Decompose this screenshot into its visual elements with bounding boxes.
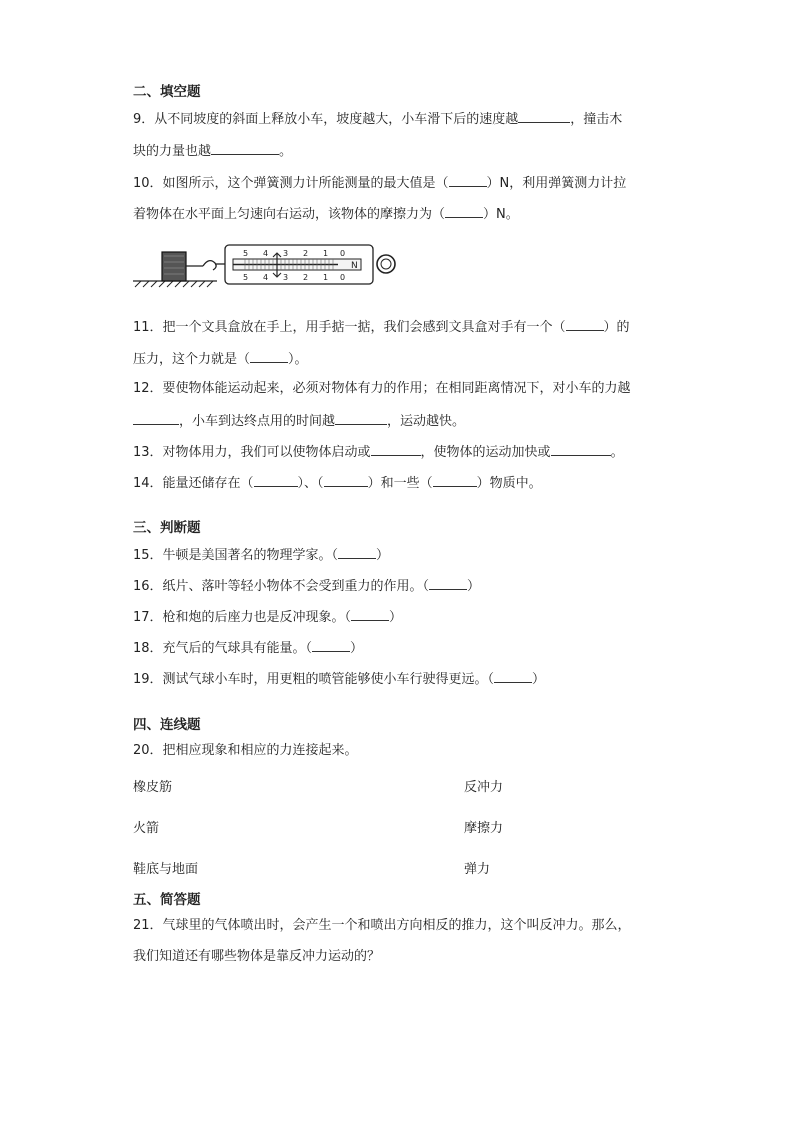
- question-21-line2: 我们知道还有哪些物体是靠反冲力运动的？: [133, 949, 381, 964]
- question-13: 13．对物体用力，我们可以使物体启动或 ，使物体的运动加快或 。: [133, 445, 624, 460]
- question-11-line1: 11．把一个文具盒放在手上，用手掂一掂，我们会感到文具盒对手有一个（ ）的: [133, 320, 630, 335]
- answer-blank[interactable]: [211, 142, 279, 155]
- tick-label: 3: [283, 273, 289, 282]
- question-12-line1: 12．要使物体能运动起来，必须对物体有力的作用；在相同距离情况下，对小车的力越: [133, 381, 631, 396]
- match-left-item[interactable]: 鞋底与地面: [133, 862, 199, 877]
- answer-blank[interactable]: [371, 443, 421, 456]
- answer-blank[interactable]: [254, 474, 298, 487]
- ground-surface: [133, 281, 217, 287]
- wooden-block: [162, 252, 186, 281]
- section-heading-true-false: 三、判断题: [133, 520, 201, 536]
- unit-label: N: [351, 261, 358, 271]
- question-11-line2: 压力，这个力就是（ ）。: [133, 352, 308, 367]
- answer-blank[interactable]: [449, 174, 487, 187]
- section-heading-fill-blank: 二、填空题: [133, 84, 201, 100]
- answer-blank[interactable]: [324, 474, 368, 487]
- answer-blank[interactable]: [250, 350, 288, 363]
- answer-blank[interactable]: [445, 205, 483, 218]
- match-right-item[interactable]: 摩擦力: [464, 821, 504, 836]
- match-right-item[interactable]: 反冲力: [464, 780, 504, 795]
- question-12-line2: ，小车到达终点用的时间越 ，运动越快。: [133, 412, 465, 430]
- question-17: 17．枪和炮的后座力也是反冲现象。（ ）: [133, 610, 403, 625]
- tick-label: 1: [323, 249, 329, 258]
- match-right-item[interactable]: 弹力: [464, 862, 491, 877]
- tick-label: 1: [323, 273, 329, 282]
- question-19: 19．测试气球小车时，用更粗的喷管能够使小车行驶得更远。（ ）: [133, 672, 546, 687]
- spring-scale-figure: [133, 238, 403, 290]
- answer-blank[interactable]: [351, 608, 389, 621]
- question-21-line1: 21．气球里的气体喷出时，会产生一个和喷出方向相反的推力，这个叫反冲力。那么，: [133, 918, 631, 933]
- answer-blank[interactable]: [335, 412, 387, 425]
- match-left-item[interactable]: 橡皮筋: [133, 780, 173, 795]
- answer-blank[interactable]: [551, 443, 611, 456]
- tick-label: 5: [243, 249, 249, 258]
- tick-label: 3: [283, 249, 289, 258]
- question-9-line2: 块的力量也越 。: [133, 144, 293, 159]
- question-14: 14．能量还储存在（ ）、（ ）和一些（ ）物质中。: [133, 476, 542, 491]
- section-heading-matching: 四、连线题: [133, 717, 201, 733]
- section-heading-short-answer: 五、简答题: [133, 892, 201, 908]
- answer-blank[interactable]: [312, 639, 350, 652]
- question-10-line1: 10．如图所示，这个弹簧测力计所能测量的最大值是（ ）N，利用弹簧测力计拉: [133, 176, 627, 191]
- question-18: 18．充气后的气球具有能量。（ ）: [133, 641, 364, 656]
- answer-blank[interactable]: [518, 110, 570, 123]
- tick-label: 4: [263, 249, 269, 258]
- question-10-line2: 着物体在水平面上匀速向右运动，该物体的摩擦力为（ ）N。: [133, 207, 519, 222]
- tick-label: 2: [303, 273, 309, 282]
- question-20: 20．把相应现象和相应的力连接起来。: [133, 743, 358, 758]
- tick-label: 0: [340, 273, 346, 282]
- answer-blank[interactable]: [133, 412, 179, 425]
- answer-blank[interactable]: [429, 577, 467, 590]
- question-9-line1: 9．从不同坡度的斜面上释放小车，坡度越大，小车滑下后的速度越 ，撞击木: [133, 112, 623, 127]
- pull-ring: [377, 255, 395, 273]
- answer-blank[interactable]: [494, 670, 532, 683]
- hook-connector: [186, 261, 225, 270]
- answer-blank[interactable]: [566, 318, 604, 331]
- tick-label: 2: [303, 249, 309, 258]
- match-left-item[interactable]: 火箭: [133, 821, 160, 836]
- question-16: 16．纸片、落叶等轻小物体不会受到重力的作用。（ ）: [133, 579, 481, 594]
- tick-label: 0: [340, 249, 346, 258]
- tick-label: 5: [243, 273, 249, 282]
- question-15: 15．牛顿是美国著名的物理学家。（ ）: [133, 548, 390, 563]
- tick-label: 4: [263, 273, 269, 282]
- answer-blank[interactable]: [433, 474, 477, 487]
- answer-blank[interactable]: [338, 546, 376, 559]
